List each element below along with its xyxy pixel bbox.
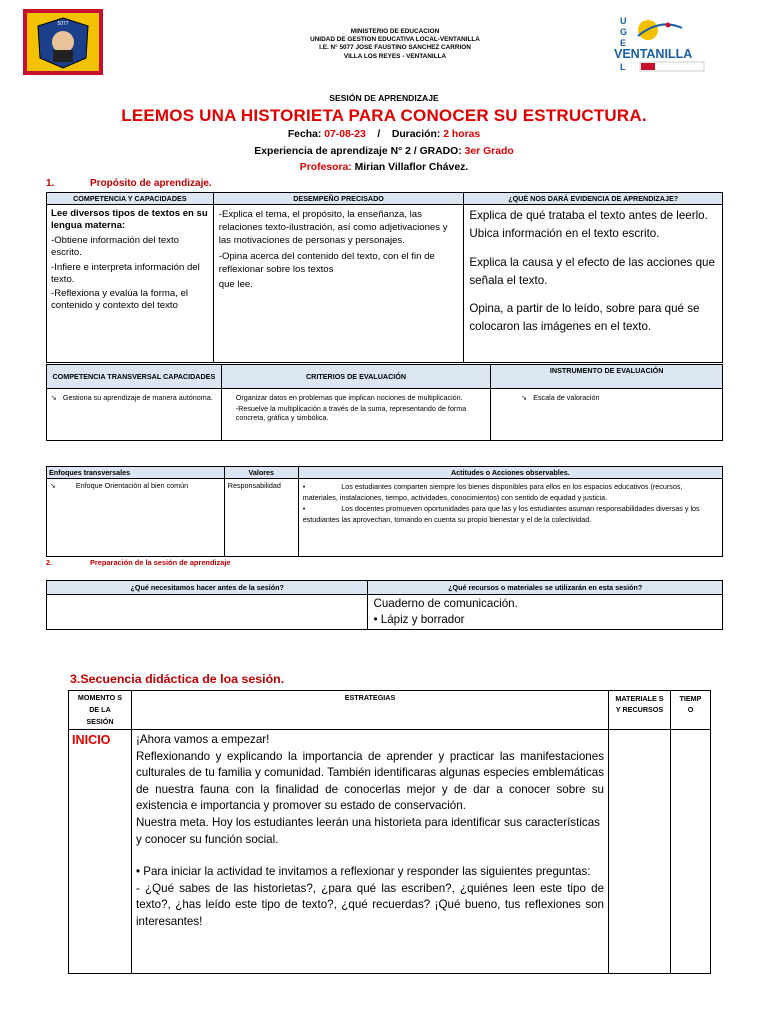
col-header: COMPETENCIA Y CAPACIDADES: [47, 193, 214, 205]
desempeno-item: -Explica el tema, el propósito, la enseñanza, las relaciones texto-ilustración, así como adjetivaciones y las motivaciones de personas y personajes.: [218, 209, 448, 246]
arrow-bullet-icon: ➘: [51, 395, 57, 402]
competencia-title: Lee diversos tipos de textos en su lengua materna:: [51, 208, 208, 231]
duracion-label: Duración:: [391, 129, 441, 140]
section3-title: 3.Secuencia didáctica de loa sesión.: [70, 672, 285, 686]
capacidad-item: -Obtiene información del texto escrito.: [51, 235, 179, 258]
col-header: ESTRATEGIAS: [131, 691, 608, 730]
instrumento-value: Escala de valoración: [533, 393, 600, 402]
strategy-paragraph: ¡Ahora vamos a empezar!: [135, 733, 270, 746]
transversal-table: [46, 364, 723, 441]
before-session-cell: [47, 595, 368, 630]
arrow-bullet-icon: ➘: [50, 483, 56, 490]
strategy-paragraph: Reflexionando y explicando la importancia de aprender y practicar las manifestaciones culturales de tu familia y comunidad. También identificaras algunas especies emblemáticas de nuestra fauna con la finalidad de conocerlas mejor y de dar a conocer sobre su existencia e importancia y promover su estado de conservación.: [135, 749, 605, 813]
evidencia-item: Explica la causa y el efecto de las acciones que señala el texto.: [469, 255, 715, 287]
institution-block: [230, 28, 560, 61]
actitudes-cell: [298, 479, 722, 557]
session-label: SESIÓN DE APRENDIZAJE: [329, 93, 439, 103]
preparation-table: [46, 580, 723, 630]
date-line: [0, 129, 768, 140]
experiencia-label: Experiencia de aprendizaje N° 2 / GRADO:: [254, 146, 462, 157]
enfoques-table: [46, 466, 723, 557]
col-header: Enfoques transversales: [47, 467, 225, 479]
momento-inicio: INICIO: [72, 733, 111, 747]
criterio-item: -Resuelve la multiplicación a través de la suma, representando de forma concreta, gráfica y simbólica.: [235, 404, 467, 422]
col-header: ¿QUÉ NOS DARÁ EVIDENCIA DE APRENDIZAJE?: [464, 193, 723, 205]
col-header: INSTRUMENTO DE EVALUACIÓN: [491, 365, 723, 389]
resource-item: • Lápiz y borrador: [373, 613, 465, 626]
svg-text:L: L: [620, 62, 626, 72]
enfoque-value: Enfoque Orientación al bien común: [75, 481, 189, 490]
profesora-label: Profesora:: [299, 162, 352, 173]
competencia-cell: [47, 205, 214, 363]
desempeno-item: -Opina acerca del contenido del texto, con el fin de reflexionar sobre los textos: [218, 251, 435, 275]
col-header: TIEMP O: [670, 691, 710, 730]
duracion-value: 2 horas: [443, 129, 481, 140]
desempeno-item: que lee.: [218, 279, 253, 290]
grado-value: 3er Grado: [464, 146, 514, 157]
col-header: Actitudes o Acciones observables.: [298, 467, 722, 479]
strategy-paragraph: • Para iniciar la actividad te invitamos a reflexionar y responder las siguientes preguntas:: [135, 865, 591, 879]
tiempo-cell: [670, 730, 710, 974]
fecha-label: Fecha:: [287, 129, 322, 140]
fecha-value: 07-08-23: [324, 129, 366, 140]
valor-cell: [224, 479, 298, 557]
col-header: ¿Qué recursos o materiales se utilizarán en esta sesión?: [368, 581, 723, 595]
col-header: Valores: [224, 467, 298, 479]
strategy-paragraph: - ¿Qué sabes de las historietas?, ¿para qué las escriben?, ¿quiénes leen este tipo de texto?, ¿has leído este tipo de texto?, ¿qué recuerdas? ¡Qué bueno, tus reflexiones son interesantes!: [135, 881, 605, 928]
evidencia-cell: [464, 205, 723, 363]
estrategias-cell: [131, 730, 608, 974]
col-header: MATERIALE S Y RECURSOS: [609, 691, 671, 730]
col-header: COMPETENCIA TRANSVERSAL CAPACIDADES: [47, 365, 222, 389]
school-logo-number: 5077: [57, 21, 69, 27]
criterio-item: Organizar datos en problemas que implican nociones de multiplicación.: [235, 393, 463, 402]
actitud-item: Los docentes promueven oportunidades para que las y los estudiantes asuman responsabilidades diversas y los estudiantes las aprovechan, tomando en cuenta su propio bienestar y el de la colectividad.: [302, 504, 700, 524]
school-logo: [22, 8, 104, 76]
svg-text:G: G: [620, 27, 628, 37]
momento-cell: [69, 730, 132, 974]
separator: /: [377, 129, 381, 140]
institution-line: I.E. N° 5077 JOSE FAUSTINO SANCHEZ CARRION: [319, 44, 471, 52]
col-header: ¿Qué necesitamos hacer antes de la sesión?: [47, 581, 368, 595]
institution-line: MINISTERIO DE EDUCACION: [350, 28, 440, 35]
ugel-logo-name: VENTANILLA: [614, 47, 693, 61]
actitud-item: Los estudiantes comparten siempre los bienes disponibles para ellos en los espacios educativos (recursos, materiales, instalaciones, tiempo, actividades, conocimientos) con sentido de equidad y justicia.: [302, 482, 683, 502]
svg-text:U: U: [620, 16, 627, 26]
materiales-cell: [609, 730, 671, 974]
transversal-competencia-cell: [47, 389, 222, 441]
svg-text:E: E: [620, 38, 627, 48]
section1-title: Propósito de aprendizaje.: [90, 178, 212, 189]
profesora-line: [0, 162, 768, 173]
arrow-bullet-icon: ➘: [521, 395, 528, 402]
valor-value: Responsabilidad: [227, 481, 281, 490]
section2-title: Preparación de la sesión de aprendizaje: [90, 558, 231, 567]
desempeno-cell: [213, 205, 464, 363]
col-header: DESEMPEÑO PRECISADO: [213, 193, 464, 205]
evidencia-item: Opina, a partir de lo leído, sobre para qué se colocaron las imágenes en el texto.: [469, 301, 700, 333]
institution-line: UNIDAD DE GESTION EDUCATIVA LOCAL-VENTANILLA: [310, 36, 480, 44]
transversal-competencia: Gestiona su aprendizaje de manera autónoma.: [62, 393, 213, 402]
section2-number: 2.: [46, 558, 53, 567]
strategy-paragraph: Nuestra meta. Hoy los estudiantes leerán una historieta para identificar sus características y conocer su función social.: [135, 815, 600, 846]
dot-bullet-icon: •: [302, 504, 306, 513]
instrumento-cell: [491, 389, 723, 441]
institution-line: VILLA LOS REYES - VENTANILLA: [343, 52, 447, 60]
enfoque-cell: [47, 479, 225, 557]
evidencia-item: Ubica información en el texto escrito.: [469, 227, 660, 240]
col-header: MOMENTO S DE LA SESIÓN: [69, 691, 132, 730]
dot-bullet-icon: •: [302, 482, 306, 491]
page-title: LEEMOS UNA HISTORIETA PARA CONOCER SU ESTRUCTURA.: [121, 106, 647, 125]
sequence-table: [68, 690, 711, 974]
experiencia-line: [0, 146, 768, 157]
resources-cell: [368, 595, 723, 630]
profesora-value: Mirian Villaflor Chávez.: [354, 162, 469, 173]
capacidad-item: -Infiere e interpreta información del texto.: [51, 262, 200, 285]
section1-number: 1.: [46, 178, 55, 189]
capacidad-item: -Reflexiona y evalúa la forma, el contenido y contexto del texto: [51, 288, 189, 311]
ugel-logo: [612, 14, 716, 72]
criterios-cell: [221, 389, 491, 441]
col-header: CRITERIOS DE EVALUACIÓN: [221, 365, 491, 389]
evidencia-item: Explica de qué trataba el texto antes de leerlo.: [469, 209, 708, 222]
purpose-table: [46, 192, 723, 363]
resource-item: Cuaderno de comunicación.: [373, 597, 518, 610]
